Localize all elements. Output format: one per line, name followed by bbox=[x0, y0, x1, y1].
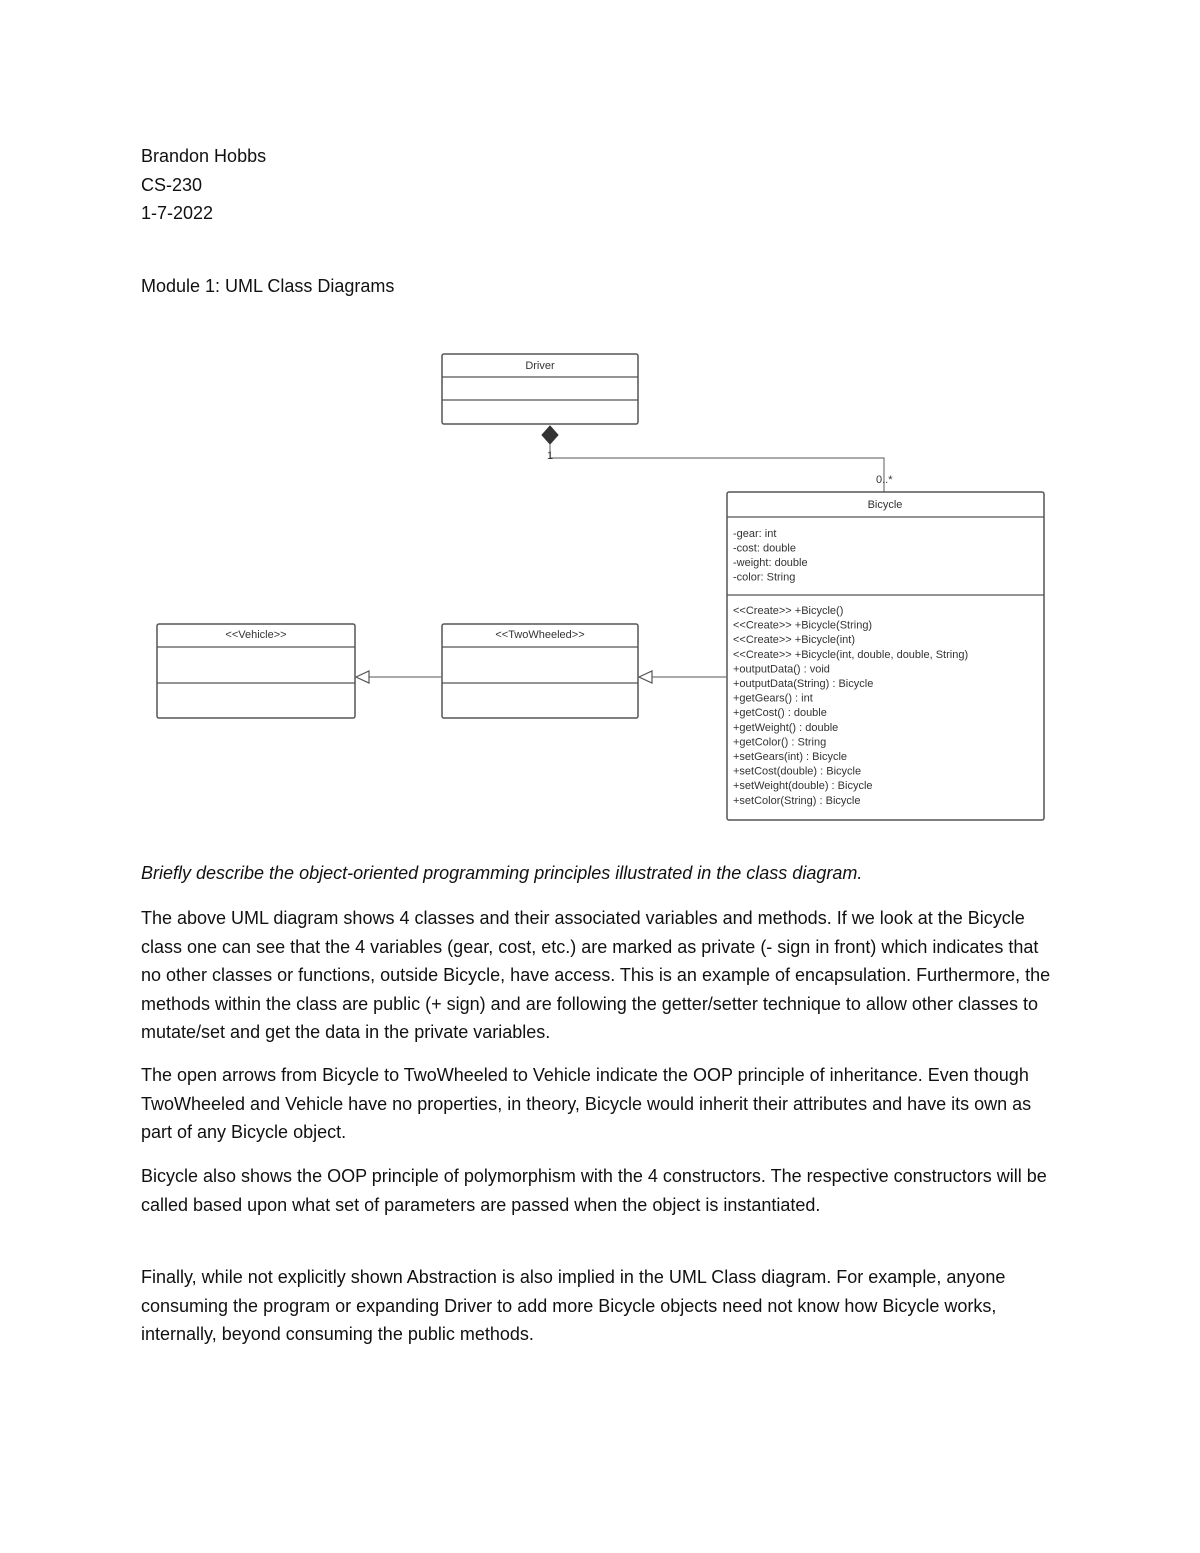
method-set-weight: +setWeight(double) : Bicycle bbox=[733, 780, 873, 793]
method-output-data-string: +outputData(String) : Bicycle bbox=[733, 678, 874, 690]
composition-connector bbox=[542, 426, 893, 492]
method-constructor-default: <<Create>> +Bicycle() bbox=[733, 605, 844, 617]
question-prompt: Briefly describe the object-oriented programming principles illustrated in the class diagram. bbox=[141, 863, 863, 883]
course-code: CS-230 bbox=[141, 175, 203, 195]
document-title: Module 1: UML Class Diagrams bbox=[141, 276, 395, 296]
paragraph-inheritance: The open arrows from Bicycle to TwoWheeled to Vehicle indicate the OOP principle of inheritance. Even though TwoWheeled and Vehicle have no properties, in theory, Bicycle would inherit their attributes and have its own as part of any Bicycle object. bbox=[141, 1065, 1032, 1142]
vehicle-class-box bbox=[157, 624, 355, 718]
attribute-gear: -gear: int bbox=[733, 528, 777, 540]
composition-diamond bbox=[542, 426, 558, 444]
method-set-gears: +setGears(int) : Bicycle bbox=[733, 751, 848, 763]
attribute-weight: -weight: double bbox=[733, 557, 808, 569]
inheritance-arrow-twowheeled-vehicle bbox=[356, 671, 442, 683]
attribute-color: -color: String bbox=[733, 571, 796, 584]
attribute-cost: -cost: double bbox=[733, 542, 796, 555]
paragraph-encapsulation: The above UML diagram shows 4 classes and their associated variables and methods. If we look at the Bicycle class one can see that the 4 variables (gear, cost, etc.) are marked as private (- sign in front) which indicates that no other classes or functions, outside Bicycle, have access. This is an example of encapsulation. Furthermore, the methods within the class are public (+ sign) and are following the getter/setter technique to allow other classes to mutate/set and get the data in the private variables. bbox=[141, 908, 1051, 1042]
twowheeled-class-name: <<TwoWheeled>> bbox=[495, 629, 585, 641]
paragraph-polymorphism: Bicycle also shows the OOP principle of polymorphism with the 4 constructors. The respective constructors will be called based upon what set of parameters are passed when the object is instantiated. bbox=[141, 1166, 1047, 1215]
twowheeled-class-box bbox=[442, 624, 638, 718]
bicycle-class-name: Bicycle bbox=[867, 499, 903, 511]
method-constructor-int: <<Create>> +Bicycle(int) bbox=[733, 634, 855, 647]
method-constructor-string: <<Create>> +Bicycle(String) bbox=[733, 619, 873, 632]
vehicle-class-name: <<Vehicle>> bbox=[225, 629, 287, 641]
bicycle-class-box bbox=[727, 492, 1044, 820]
inheritance-arrow-bicycle-twowheeled bbox=[639, 671, 727, 683]
method-set-cost: +setCost(double) : Bicycle bbox=[733, 765, 862, 778]
driver-multiplicity: 1 bbox=[547, 450, 554, 462]
method-get-gears: +getGears() : int bbox=[733, 692, 813, 705]
paragraph-abstraction: Finally, while not explicitly shown Abstraction is also implied in the UML Class diagram. For example, anyone consuming the program or expanding Driver to add more Bicycle objects need not know how Bicycle works, internally, beyond consuming the public methods. bbox=[141, 1267, 1006, 1344]
bicycle-multiplicity: 0..* bbox=[876, 474, 893, 486]
method-get-weight: +getWeight() : double bbox=[733, 721, 839, 734]
driver-class-box bbox=[442, 354, 638, 424]
method-get-cost: +getCost() : double bbox=[733, 707, 827, 720]
method-output-data: +outputData() : void bbox=[733, 663, 830, 676]
driver-class-name: Driver bbox=[525, 360, 555, 372]
method-get-color: +getColor() : String bbox=[733, 736, 827, 749]
method-constructor-full: <<Create>> +Bicycle(int, double, double, String) bbox=[733, 648, 969, 661]
document-date: 1-7-2022 bbox=[141, 203, 214, 223]
method-set-color: +setColor(String) : Bicycle bbox=[733, 794, 861, 807]
author-name: Brandon Hobbs bbox=[141, 146, 267, 166]
